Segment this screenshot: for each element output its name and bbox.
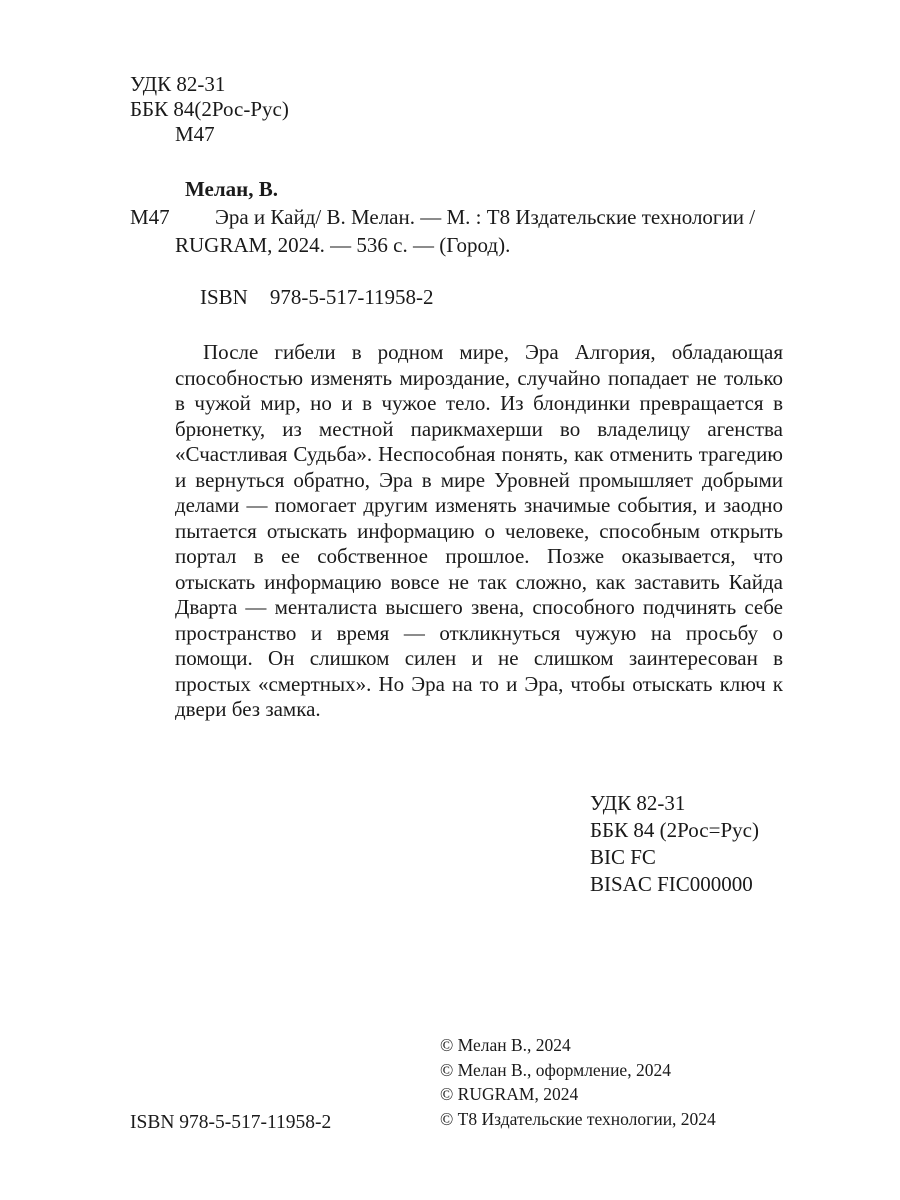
author-code: М47 (130, 205, 170, 229)
copyright-block (440, 1033, 716, 1131)
classification-line: УДК 82-31 (590, 791, 686, 815)
author-mark: М47 (175, 122, 215, 146)
classification-block-right (590, 790, 759, 898)
isbn-label: ISBN (200, 285, 248, 309)
copyright-line: © Мелан В., 2024 (440, 1035, 571, 1055)
copyright-line: © RUGRAM, 2024 (440, 1084, 579, 1104)
isbn-number: 978-5-517-11958-2 (269, 285, 434, 309)
isbn-entry (200, 285, 434, 310)
isbn-footer: ISBN 978-5-517-11958-2 (130, 1112, 332, 1133)
classification-line: BISAC FIC000000 (590, 872, 753, 896)
copyright-line: © Т8 Издательские технологии, 2024 (440, 1108, 716, 1129)
bbk-code: ББК 84(2Рос-Рус) (130, 97, 289, 121)
bibliographic-line-1: Эра и Кайд/ В. Мелан. — М. : Т8 Издательские технологии / (215, 205, 756, 229)
classification-line: ББК 84 (2Рос=Рус) (590, 818, 759, 842)
copyright-line: © Мелан В., оформление, 2024 (440, 1059, 671, 1080)
bibliographic-line-2: RUGRAM, 2024. — 536 с. — (Город). (175, 233, 511, 257)
classification-line: BIC FC (590, 845, 656, 869)
udk-code: УДК 82-31 (130, 72, 226, 96)
book-abstract: После гибели в родном мире, Эра Алгория, обладающая способностью изменять мироздание, случайно попадает не только в чужой мир, но и в чужое тело. Из блондинки превращается в брюнетку, из местной парикмахерши во владелицу агенства «Счастливая Судьба». Неспособная понять, как отменить трагедию и вернуться обратно, Эра в мире Уровней промышляет добрыми делами — помогает другим изменять значимые события, и заодно пытается отыскать информацию о человеке, способным открыть портал в ее собственное прошлое. Позже оказывается, что отыскать информацию вовсе не так сложно, как заставить Кайда Дварта — менталиста высшего звена, способного подчинять себе пространство и время — откликнуться чужую на просьбу о помощи. Он слишком силен и не слишком заинтересован в простых «смертных». Но Эра на то и Эра, чтобы отыскать ключ к двери без замка. (175, 340, 783, 721)
author-name: Мелан, В. (185, 177, 279, 201)
classification-block-top (130, 72, 289, 147)
